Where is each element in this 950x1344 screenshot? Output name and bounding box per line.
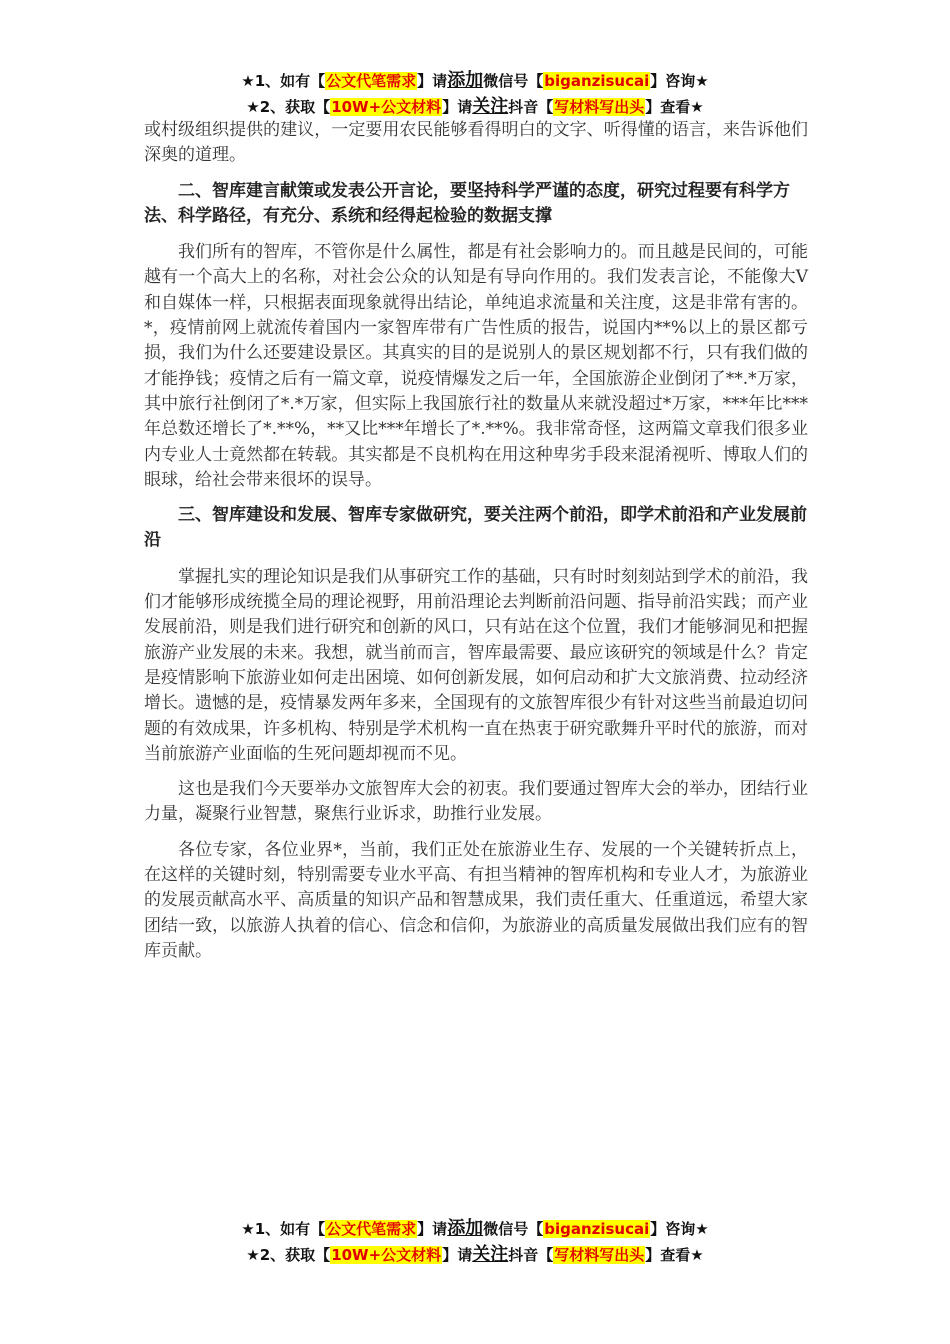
highlight-douyin: 写材料写出头 <box>554 1246 645 1264</box>
banner-text: 微信号【 <box>483 72 544 90</box>
emphasis-follow: 关注 <box>472 1244 509 1265</box>
banner-line-2 <box>0 1242 950 1268</box>
banner-line-1 <box>0 1216 950 1242</box>
highlight-materials: 10W+公文材料 <box>331 98 442 116</box>
emphasis-add: 添加 <box>447 70 484 91</box>
banner-text: 抖音【 <box>508 98 554 116</box>
banner-text: 】请 <box>442 1246 473 1264</box>
highlight-douyin: 写材料写出头 <box>554 98 645 116</box>
document-body <box>144 118 808 974</box>
banner-line-2 <box>0 94 950 120</box>
banner-text: 】咨询★ <box>650 72 709 90</box>
banner-text: 抖音【 <box>508 1246 554 1264</box>
emphasis-follow: 关注 <box>472 96 509 117</box>
banner-line-1 <box>0 68 950 94</box>
highlight-materials: 10W+公文材料 <box>331 1246 442 1264</box>
paragraph: 掌握扎实的理论知识是我们从事研究工作的基础，只有时时刻刻站到学术的前沿，我们才能够形成统揽全局的理论视野，用前沿理论去判断前沿问题、指导前沿实践；而产业发展前沿，则是我们进行研究和创新的风口，只有站在这个位置，我们才能够洞见和把握旅游产业发展的未来。我想，就当前而言，智库最需要、最应该研究的领域是什么？肯定是疫情影响下旅游业如何走出困境、如何创新发展，如何启动和扩大文旅消费、拉动经济增长。遗憾的是，疫情暴发两年多来，全国现有的文旅智库很少有针对这些当前最迫切问题的有效成果，许多机构、特别是学术机构一直在热衷于研究歌舞升平时代的旅游，而对当前旅游产业面临的生死问题却视而不见。 <box>144 566 808 764</box>
section-heading-3: 三、智库建设和发展、智库专家做研究，要关注两个前沿，即学术前沿和产业发展前沿 <box>144 505 807 551</box>
paragraph: 各位专家，各位业界*，当前，我们正处在旅游业生存、发展的一个关键转折点上，在这样的关键时刻，特别需要专业水平高、有担当精神的智库机构和专业人才，为旅游业的发展贡献高水平、高质量的知识产品和智慧成果，我们责任重大、任重道远，希望大家团结一致，以旅游人执着的信心、信念和信仰，为旅游业的高质量发展做出我们应有的智库贡献。 <box>144 839 808 961</box>
banner-text: ★2、获取【 <box>246 1246 331 1264</box>
highlight-wechat-id: biganzisucai <box>544 72 650 90</box>
banner-text: 】请 <box>442 98 473 116</box>
emphasis-add: 添加 <box>447 1218 484 1239</box>
banner-text: 】请 <box>417 1220 448 1238</box>
banner-text: ★1、如有【 <box>241 1220 326 1238</box>
highlight-service: 公文代笔需求 <box>326 72 417 90</box>
banner-text: ★2、获取【 <box>246 98 331 116</box>
banner-text: ★1、如有【 <box>241 72 326 90</box>
banner-text: 】查看★ <box>645 1246 704 1264</box>
paragraph-continued: 或村级组织提供的建议，一定要用农民能够看得明白的文字、听得懂的语言，来告诉他们深奥的道理。 <box>144 120 808 166</box>
banner-text: 】咨询★ <box>650 1220 709 1238</box>
highlight-wechat-id: biganzisucai <box>544 1220 650 1238</box>
highlight-service: 公文代笔需求 <box>326 1220 417 1238</box>
header-banner <box>0 68 950 120</box>
paragraph: 我们所有的智库，不管你是什么属性，都是有社会影响力的。而且越是民间的，可能越有一个高大上的名称，对社会公众的认知是有导向作用的。我们发表言论，不能像大V和自媒体一样，只根据表面现象就得出结论，单纯追求流量和关注度，这是非常有害的。*，疫情前网上就流传着国内一家智库带有广告性质的报告，说国内**%以上的景区都亏损，我们为什么还要建设景区。其真实的目的是说别人的景区规划都不行，只有我们做的才能挣钱；疫情之后有一篇文章，说疫情爆发之后一年，全国旅游企业倒闭了**.*万家，其中旅行社倒闭了*.*万家，但实际上我国旅行社的数量从来就没超过*万家，***年比***年总数还增长了*.**%，**又比***年增长了*.**%。我非常奇怪，这两篇文章我们很多业内专业人士竟然都在转载。其实都是不良机构在用这种卑劣手段来混淆视听、博取人们的眼球，给社会带来很坏的误导。 <box>144 242 808 490</box>
paragraph: 这也是我们今天要举办文旅智库大会的初衷。我们要通过智库大会的举办，团结行业力量，凝聚行业智慧，聚焦行业诉求，助推行业发展。 <box>144 779 808 825</box>
banner-text: 】查看★ <box>645 98 704 116</box>
banner-text: 微信号【 <box>483 1220 544 1238</box>
section-heading-2: 二、智库建言献策或发表公开言论，要坚持科学严谨的态度，研究过程要有科学方法、科学路径，有充分、系统和经得起检验的数据支撑 <box>144 180 790 226</box>
footer-banner <box>0 1216 950 1268</box>
banner-text: 】请 <box>417 72 448 90</box>
